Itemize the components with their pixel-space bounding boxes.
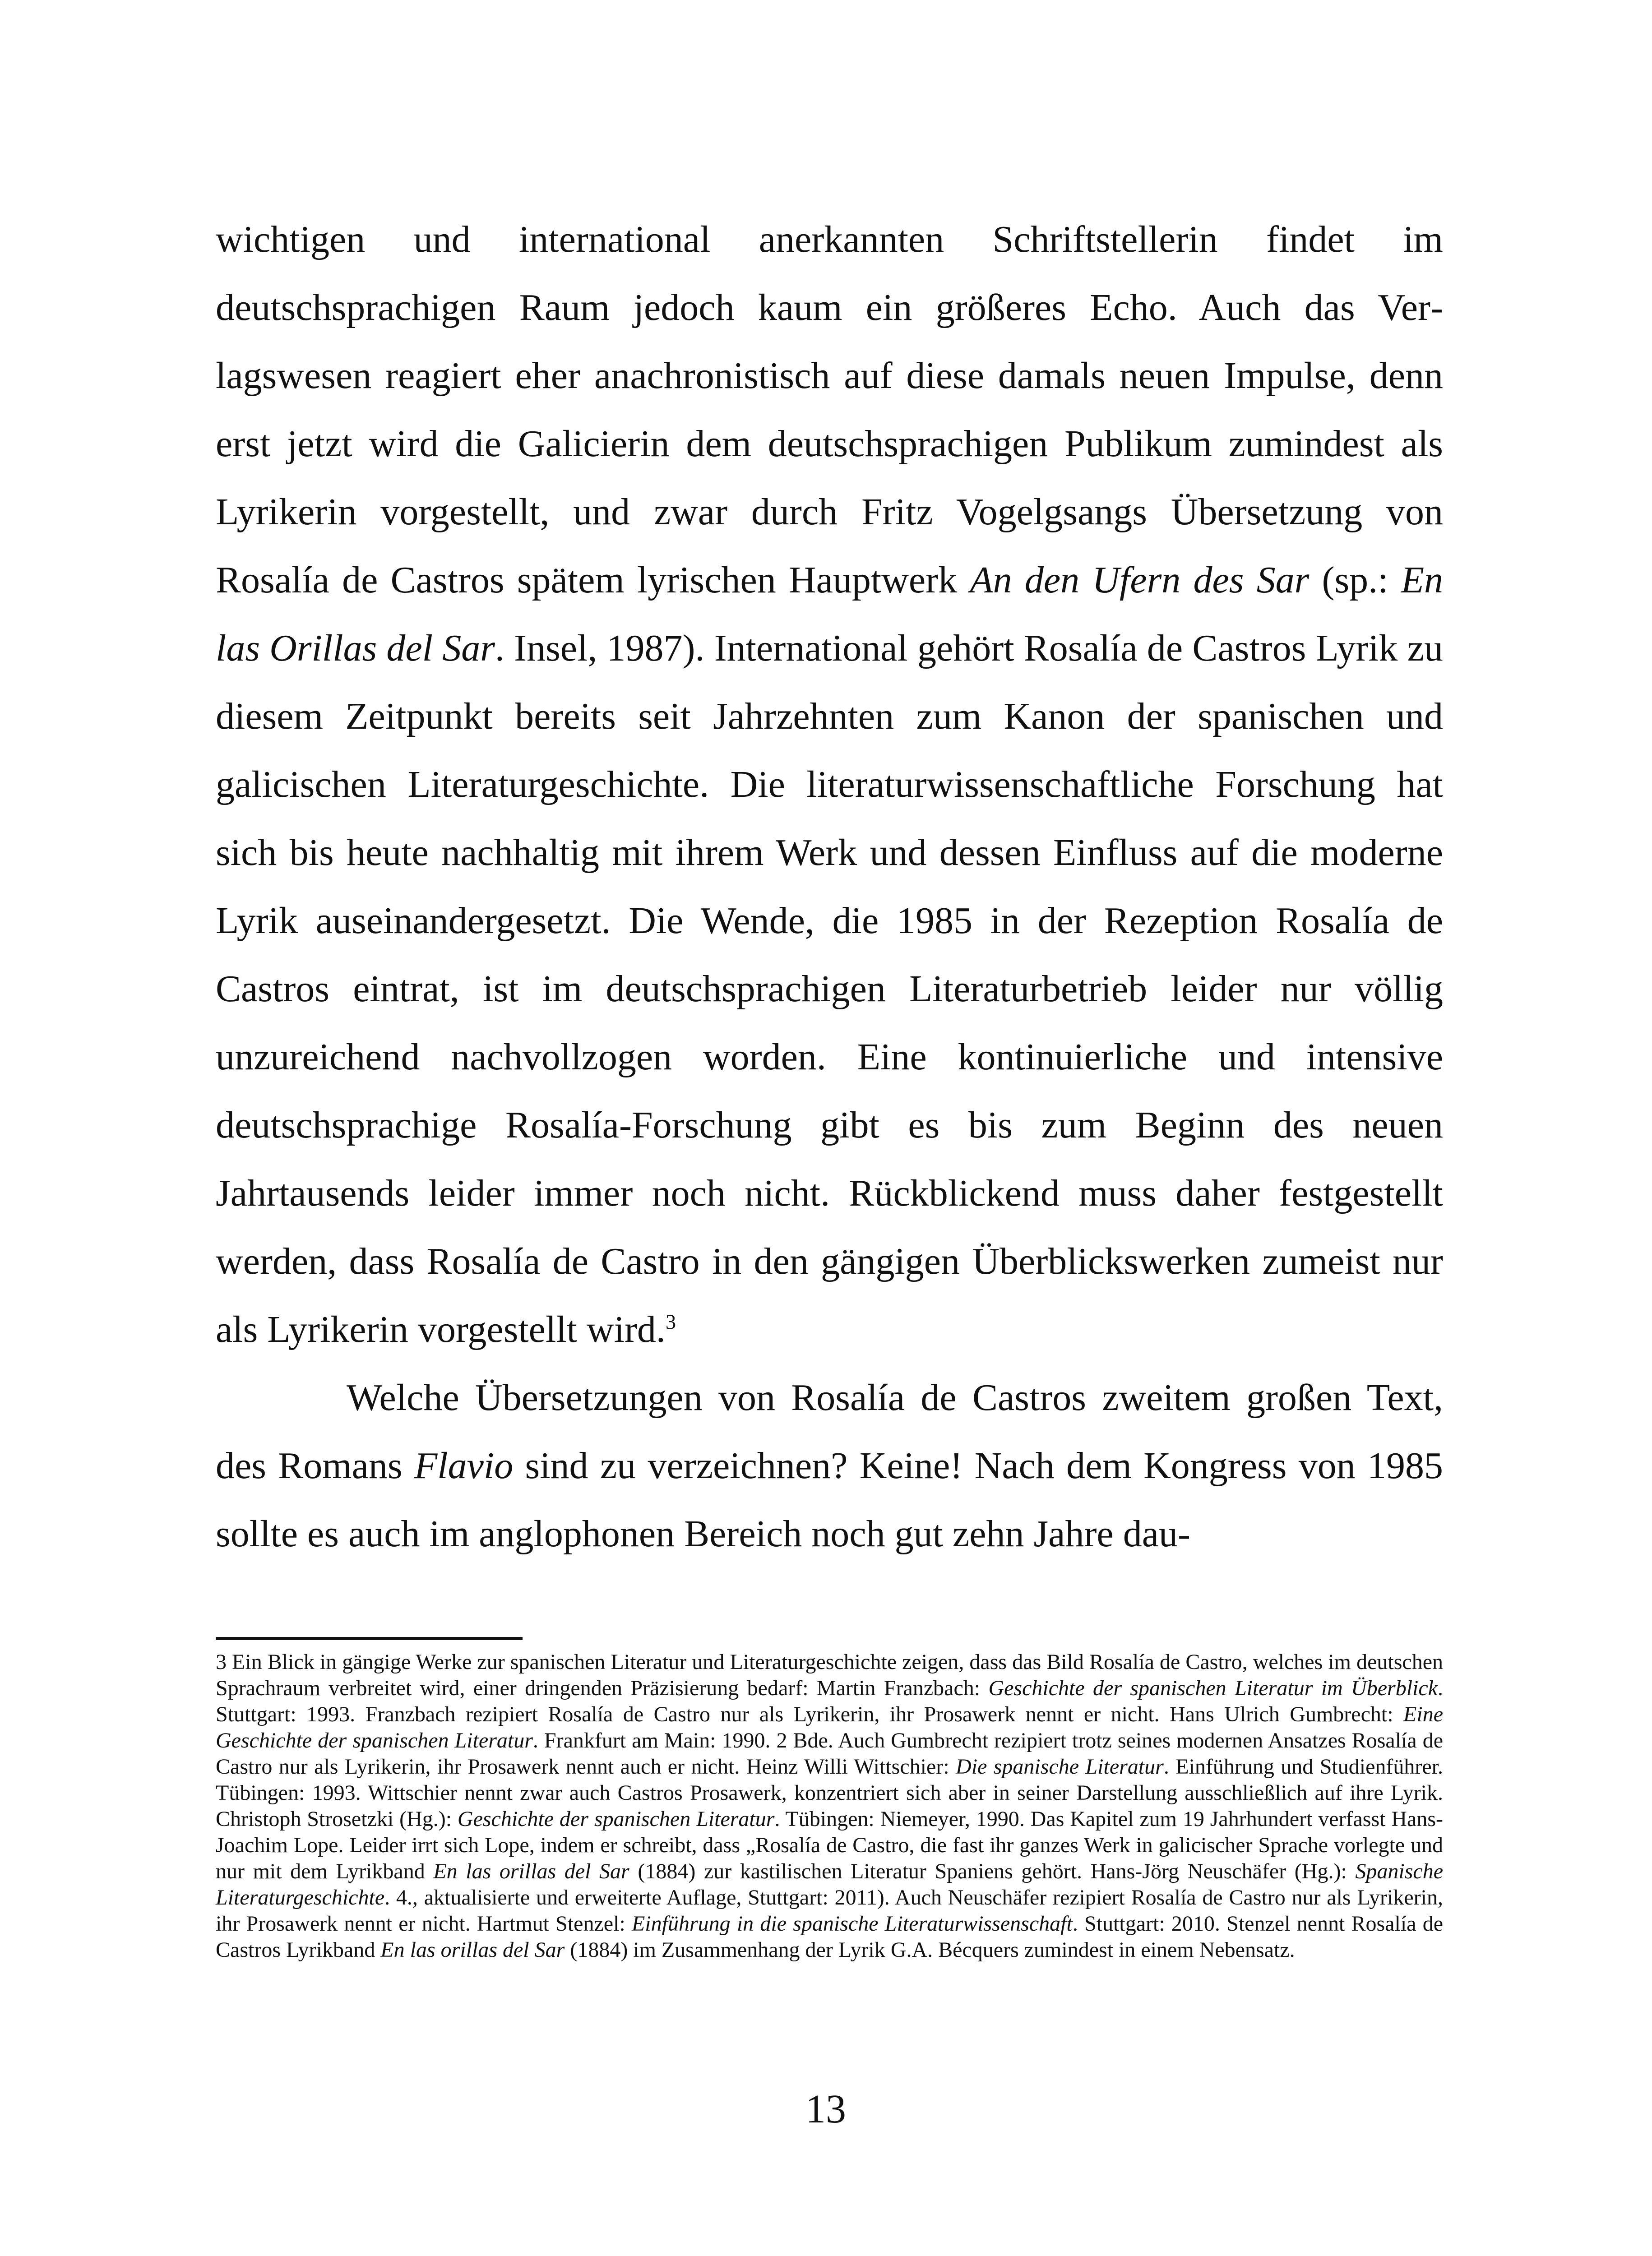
footnote-title-7: Einführung in die spanische Literaturwissenschaft — [631, 1912, 1073, 1936]
footnote-title-1: Geschichte der spanischen Literatur im Überblick — [988, 1676, 1438, 1700]
footnote-text-4: . Einführung und Studienführer. Tübingen: 1993. Wittschier nennt zwar auch Castros Prosawerk, konzentriert sich aber in seiner Darstellung ausschließlich auf ihre Lyrik. Christoph Strosetzki (Hg.): — [216, 1755, 1443, 1831]
footnote-3 — [216, 1649, 1443, 1963]
footnote-title-8: En las orillas del Sar — [380, 1938, 565, 1962]
footnote-text-2: . Stuttgart: 1993. Franzbach rezipiert Rosalía de Castro nur als Lyrikerin, ihr Prosawerk nennt er nicht. Hans Ulrich Gumbrecht: — [216, 1676, 1443, 1726]
footnote-text-7: . 4., aktualisierte und erweiterte Auflage, Stuttgart: 2011). Auch Neuschäfer rezipiert Rosalía de Castro nur als Lyrikerin, ihr Prosawerk nennt er nicht. Hartmut Stenzel: — [216, 1886, 1443, 1936]
paragraph-1-text-3: . Insel, 1987). International gehört Rosalía de Castros Lyrik zu diesem Zeitpunkt bereits seit Jahrzehnten zum Kanon der spanischen und galicischen Literaturgeschichte. Die literaturwissenschaftliche Forschung hat sich bis heute nachhaltig mit ihrem Werk und dessen Einfluss auf die moderne Lyrik auseinandergesetzt. Die Wende, die 1985 in der Rezeption Rosalía de Castros eintrat, ist im deutschsprachigen Literaturbetrieb leider nur völlig unzureichend nachvollzogen worden. Eine kontinuierliche und intensive deutschsprachige Rosalía-Forschung gibt es bis zum Beginn des neuen Jahrtausends leider immer noch nicht. Rückblickend muss daher festgestellt werden, dass Rosalía de Castro in den gängigen Überblickswerken zumeist nur als Lyrikerin vorgestellt wird. — [216, 627, 1443, 1350]
footnote-title-6: Spanische Literaturgeschichte — [216, 1859, 1444, 1909]
footnote-text-6: (1884) zur kastilischen Literatur Spaniens gehört. Hans-Jörg Neuschäfer (Hg.): — [629, 1859, 1356, 1883]
paragraph-2 — [216, 1364, 1443, 1568]
main-text-body — [216, 205, 1443, 1568]
footnote-text-8: . Stuttgart: 2010. Stenzel nennt Rosalía de Castros Lyrikband — [216, 1912, 1444, 1962]
footnote-text-1: Ein Blick in gängige Werke zur spanischen Literatur und Literaturgeschichte zeigen, dass das Bild Rosalía de Castro, welches im deutschen Sprachraum verbreitet wird, einer dringenden Präzisierung bedarf: Martin Franzbach: — [216, 1650, 1443, 1700]
footnote-title-5: En las orillas del Sar — [433, 1859, 629, 1883]
title-flavio: Flavio — [414, 1445, 514, 1487]
footnote-title-4: Geschichte der spanischen Literatur — [457, 1807, 775, 1831]
title-en-las-orillas-del-sar: En las Orillas del Sar — [216, 559, 1444, 669]
paragraph-1-text-2: (sp.: — [1309, 559, 1401, 601]
paragraph-1-text-1: wichtigen und international anerkannten Schriftstellerin findet im deutschsprachigen Raum jedoch kaum ein größeres Echo. Auch das Verlagswesen reagiert eher anachronistisch auf diese damals neuen Impulse, denn erst jetzt wird die Galicierin dem deutschsprachigen Publikum zumindest als Lyrikerin vorgestellt, und zwar durch Fritz Vogelgsangs Übersetzung von Rosalía de Castros spätem lyrischen Hauptwerk — [216, 218, 1443, 601]
paragraph-1 — [216, 205, 1443, 1364]
footnote-title-3: Die spanische Literatur — [956, 1755, 1164, 1779]
footnote-divider — [216, 1637, 523, 1640]
footnote-number: 3 — [216, 1650, 227, 1674]
footnote-paragraph — [216, 1649, 1443, 1963]
footnote-title-2: Eine Geschichte der spanischen Literatur — [216, 1702, 1443, 1752]
paragraph-2-text-2: sind zu verzeichnen? Keine! Nach dem Kongress von 1985 sollte es auch im anglophonen Bereich noch gut zehn Jahre dau- — [216, 1445, 1443, 1555]
paragraph-2-text-1: Welche Übersetzungen von Rosalía de Castros zweitem großen Text, des Romans — [216, 1377, 1443, 1487]
footnote-text-3: . Frankfurt am Main: 1990. 2 Bde. Auch Gumbrecht rezipiert trotz seines modernen Ansatzes Rosalía de Castro nur als Lyrikerin, ihr Prosawerk nennt auch er nicht. Heinz Willi Wittschier: — [216, 1729, 1443, 1779]
page-number: 13 — [805, 2087, 846, 2131]
footnote-text-9: (1884) im Zusammenhang der Lyrik G.A. Bécquers zumindest in einem Nebensatz. — [565, 1938, 1295, 1962]
title-an-den-ufern-des-sar: An den Ufern des Sar — [970, 559, 1310, 601]
footnote-reference[interactable]: 3 — [665, 1310, 676, 1333]
footnote-text-5: . Tübingen: Niemeyer, 1990. Das Kapitel zum 19 Jahrhundert verfasst Hans-Joachim Lope. Leider irrt sich Lope, indem er schreibt, dass „Rosalía de Castro, die fast ihr ganzes Werk in galicischer Sprache vorlegte und nur mit dem Lyrikband — [216, 1807, 1443, 1883]
